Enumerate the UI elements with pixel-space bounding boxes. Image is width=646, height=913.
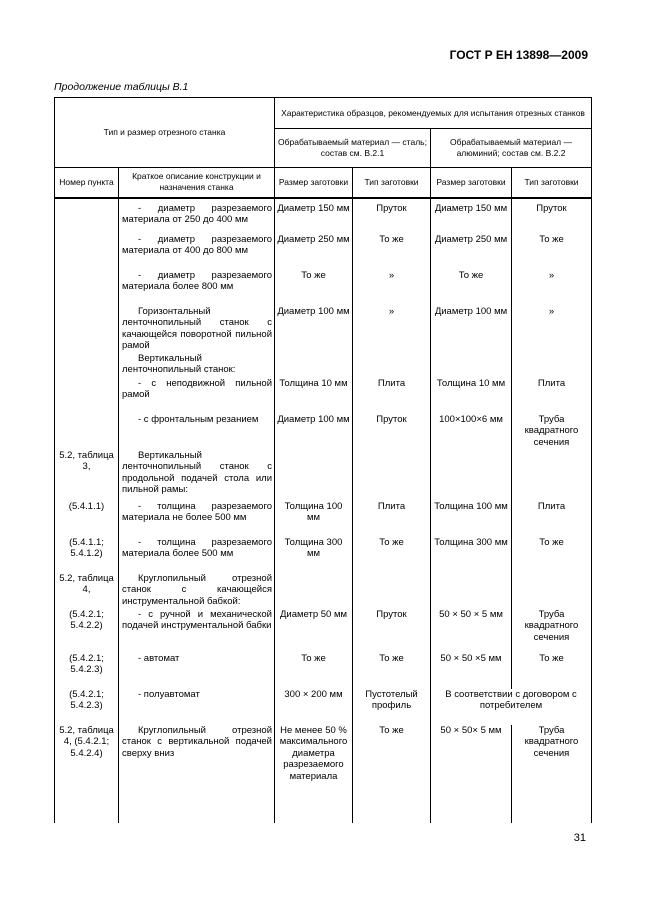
row-description: - с неподвижной пильной рамой xyxy=(119,378,275,414)
row-size-aluminium: Диаметр 150 мм xyxy=(431,198,512,234)
row-number: (5.4.2.1; 5.4.2.3) xyxy=(55,653,119,689)
row-type-aluminium: Пруток xyxy=(512,198,592,234)
row-size-steel: Толщина 300 мм xyxy=(275,537,353,573)
header-number: Номер пункта xyxy=(55,168,119,198)
row-size-steel: Толщина 10 мм xyxy=(275,378,353,414)
row-description: Вертикальный ленточнопильный станок: xyxy=(119,353,275,378)
row-number: 5.2, таблица 4, (5.4.2.1; 5.4.2.4) xyxy=(55,725,119,823)
row-description: Круглопильный отрезной станок с вертикальной подачей сверху вниз xyxy=(119,725,275,823)
header-type-aluminium: Тип заготовки xyxy=(512,168,592,198)
row-number xyxy=(55,353,119,378)
row-size-steel: Диаметр 250 мм xyxy=(275,234,353,270)
table-caption: Продолжение таблицы В.1 xyxy=(54,81,189,93)
row-number: (5.4.2.1; 5.4.2.3) xyxy=(55,689,119,725)
row-number xyxy=(55,270,119,306)
row-size-steel xyxy=(275,450,353,501)
row-size-aluminium: Толщина 100 мм xyxy=(431,501,512,537)
row-number: 5.2, таблица 4, xyxy=(55,573,119,609)
row-type-aluminium xyxy=(512,353,592,378)
row-description: - толщина разрезаемого материала более 500 мм xyxy=(119,537,275,573)
table-row xyxy=(55,653,592,689)
table-row xyxy=(55,353,592,378)
table-row xyxy=(55,234,592,270)
row-size-steel: Диаметр 50 мм xyxy=(275,609,353,653)
table-row xyxy=(55,501,592,537)
row-size-steel xyxy=(275,353,353,378)
document-header: ГОСТ Р ЕН 13898—2009 xyxy=(449,48,588,62)
row-number: (5.4.1.1) xyxy=(55,501,119,537)
header-type-steel: Тип заготовки xyxy=(353,168,431,198)
row-description: - автомат xyxy=(119,653,275,689)
table-row xyxy=(55,450,592,501)
row-description: - полуавтомат xyxy=(119,689,275,725)
page-number: 31 xyxy=(573,832,586,844)
row-type-aluminium: » xyxy=(512,306,592,353)
row-type-steel: То же xyxy=(353,725,431,823)
row-size-steel: Диаметр 100 мм xyxy=(275,414,353,450)
row-size-aluminium: 50 × 50 × 5 мм xyxy=(431,609,512,653)
row-size-steel: Диаметр 150 мм xyxy=(275,198,353,234)
row-number xyxy=(55,378,119,414)
row-description: - диаметр разрезаемого материала более 800 мм xyxy=(119,270,275,306)
row-type-aluminium: То же xyxy=(512,537,592,573)
row-type-aluminium: То же xyxy=(512,653,592,689)
row-description: - диаметр разрезаемого материала от 400 до 800 мм xyxy=(119,234,275,270)
row-number xyxy=(55,234,119,270)
row-type-steel: » xyxy=(353,270,431,306)
row-description: Круглопильный отрезной станок с качающейся инструментальной бабкой: xyxy=(119,573,275,609)
table-row xyxy=(55,270,592,306)
row-description: Горизонтальный ленточнопильный станок с качающейся поворотной пильной рамой xyxy=(119,306,275,353)
row-number xyxy=(55,198,119,234)
row-size-aluminium xyxy=(431,353,512,378)
row-type-steel: Пустотелый профиль xyxy=(353,689,431,725)
row-size-aluminium xyxy=(431,573,512,609)
row-type-steel: » xyxy=(353,306,431,353)
row-type-aluminium: Плита xyxy=(512,501,592,537)
row-number: 5.2, таблица 3, xyxy=(55,450,119,501)
row-size-aluminium: 50 × 50 ×5 мм xyxy=(431,653,512,689)
row-number: (5.4.1.1; 5.4.1.2) xyxy=(55,537,119,573)
header-description: Краткое описание конструкции и назначения станка xyxy=(119,168,275,198)
row-description: - диаметр разрезаемого материала от 250 до 400 мм xyxy=(119,198,275,234)
row-type-aluminium xyxy=(512,450,592,501)
row-size-steel: Диаметр 100 мм xyxy=(275,306,353,353)
row-type-aluminium: То же xyxy=(512,234,592,270)
row-number xyxy=(55,414,119,450)
row-description: - толщина разрезаемого материала не более 500 мм xyxy=(119,501,275,537)
row-type-steel: Пруток xyxy=(353,609,431,653)
row-size-steel: То же xyxy=(275,270,353,306)
header-size-aluminium: Размер заготовки xyxy=(431,168,512,198)
table-row xyxy=(55,689,592,725)
row-size-aluminium: 100×100×6 мм xyxy=(431,414,512,450)
row-size-aluminium: Толщина 10 мм xyxy=(431,378,512,414)
row-size-steel: 300 × 200 мм xyxy=(275,689,353,725)
row-type-steel: То же xyxy=(353,234,431,270)
row-size-aluminium: Диаметр 250 мм xyxy=(431,234,512,270)
row-number: (5.4.2.1; 5.4.2.2) xyxy=(55,609,119,653)
specimen-table xyxy=(54,97,592,823)
row-size-aluminium: Толщина 300 мм xyxy=(431,537,512,573)
header-machine-type: Тип и размер отрезного станка xyxy=(55,98,275,168)
row-number xyxy=(55,306,119,353)
row-type-aluminium: Плита xyxy=(512,378,592,414)
table-row xyxy=(55,198,592,234)
row-size-steel: Толщина 100 мм xyxy=(275,501,353,537)
row-type-steel: То же xyxy=(353,653,431,689)
row-type-steel xyxy=(353,573,431,609)
table-row xyxy=(55,414,592,450)
row-type-steel: Пруток xyxy=(353,198,431,234)
header-aluminium: Обрабатываемый материал — алюминий; состав см. В.2.2 xyxy=(431,129,592,168)
row-type-steel: Плита xyxy=(353,501,431,537)
table-row xyxy=(55,537,592,573)
row-type-aluminium: Труба квадратного сечения xyxy=(512,609,592,653)
row-type-aluminium: Труба квадратного сечения xyxy=(512,414,592,450)
row-description: Вертикальный ленточнопильный станок с продольной подачей стола или пильной рамы: xyxy=(119,450,275,501)
row-type-steel: Пруток xyxy=(353,414,431,450)
header-steel: Обрабатываемый материал — сталь; состав см. В.2.1 xyxy=(275,129,431,168)
row-type-steel: То же xyxy=(353,537,431,573)
row-size-steel: Не менее 50 % максимального диаметра разрезаемого материала xyxy=(275,725,353,823)
row-type-steel xyxy=(353,450,431,501)
header-size-steel: Размер заготовки xyxy=(275,168,353,198)
row-size-steel xyxy=(275,573,353,609)
row-aluminium-spanned: В соответствии с договором с потребителем xyxy=(431,689,592,725)
table-row xyxy=(55,378,592,414)
row-size-steel: То же xyxy=(275,653,353,689)
row-type-aluminium xyxy=(512,573,592,609)
row-size-aluminium xyxy=(431,450,512,501)
table-row xyxy=(55,306,592,353)
row-type-steel xyxy=(353,353,431,378)
row-type-aluminium: Труба квадратного сечения xyxy=(512,725,592,823)
table-row xyxy=(55,725,592,823)
row-size-aluminium: То же xyxy=(431,270,512,306)
header-samples: Характеристика образцов, рекомендуемых для испытания отрезных станков xyxy=(275,98,592,129)
row-description: - с ручной и механической подачей инструментальной бабки xyxy=(119,609,275,653)
table-row xyxy=(55,609,592,653)
row-type-aluminium: » xyxy=(512,270,592,306)
row-type-steel: Плита xyxy=(353,378,431,414)
row-size-aluminium: 50 × 50× 5 мм xyxy=(431,725,512,823)
table-row xyxy=(55,573,592,609)
row-description: - с фронтальным резанием xyxy=(119,414,275,450)
row-size-aluminium: Диаметр 100 мм xyxy=(431,306,512,353)
